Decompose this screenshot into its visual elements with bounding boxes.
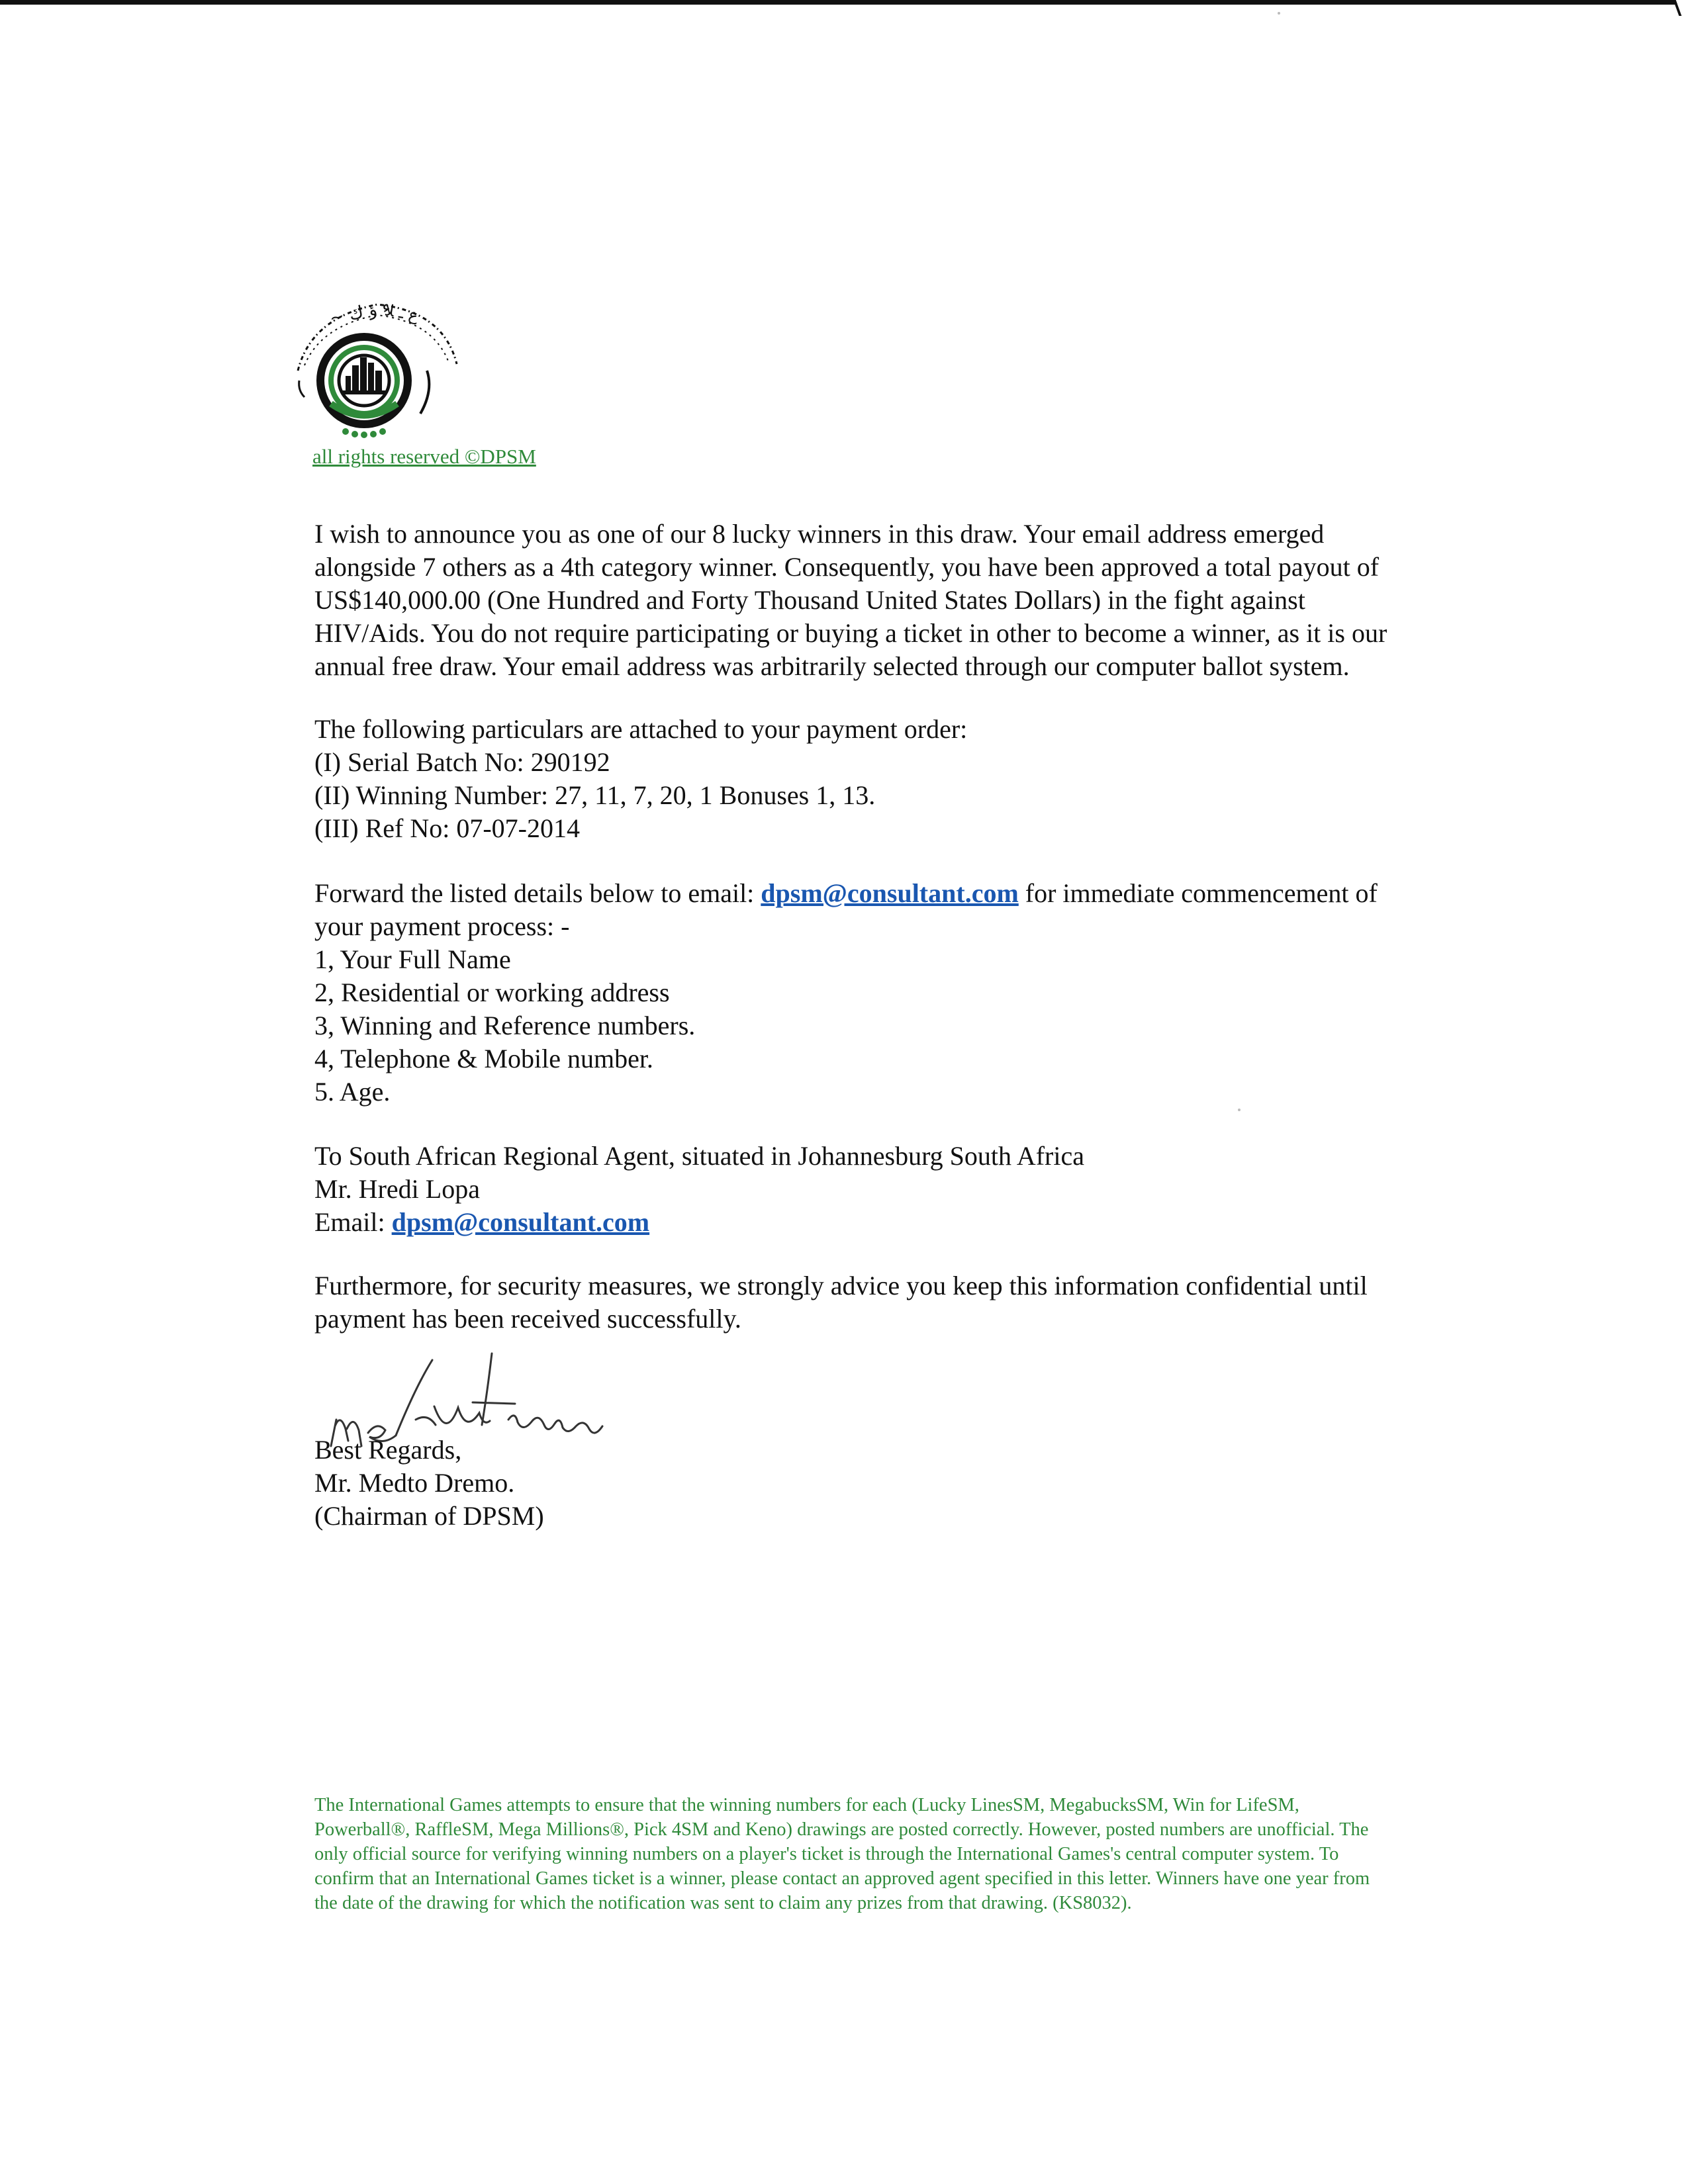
email-link[interactable]: dpsm@consultant.com <box>761 878 1019 908</box>
text-line: HIV/Aids. You do not require participating or buying a ticket in other to become a winner, as it is our <box>314 618 1387 648</box>
winning-number: (II) Winning Number: 27, 11, 7, 20, 1 Bonuses 1, 13. <box>314 780 876 810</box>
agent-email-link[interactable]: dpsm@consultant.com <box>391 1207 650 1237</box>
best-regards: Best Regards, <box>314 1435 462 1465</box>
list-item: 2, Residential or working address <box>314 978 670 1007</box>
forward-line-2: your payment process: - <box>314 911 570 941</box>
text-line: I wish to announce you as one of our 8 lucky winners in this draw. Your email address emerged <box>314 519 1325 549</box>
agent-email-label: Email: <box>314 1207 392 1237</box>
signer-title: (Chairman of DPSM) <box>314 1501 544 1531</box>
text-line: annual free draw. Your email address was arbitrarily selected through our computer ballot system. <box>314 651 1350 681</box>
dpsm-logo <box>285 291 470 443</box>
text-line: US$140,000.00 (One Hundred and Forty Thousand United States Dollars) in the fight against <box>314 585 1305 615</box>
copyright-notice: all rights reserved ©DPSM <box>312 445 536 468</box>
list-item: 3, Winning and Reference numbers. <box>314 1011 696 1040</box>
disclaimer-line: confirm that an International Games ticket is a winner, please contact an approved agent specified in this letter. Winners have one year from <box>314 1868 1370 1889</box>
security-paragraph <box>314 1269 1493 1336</box>
ref-number: (III) Ref No: 07-07-2014 <box>314 813 580 843</box>
scan-speck <box>1278 12 1280 15</box>
forward-section <box>314 877 1493 1109</box>
particulars-section <box>314 713 1493 845</box>
list-item: 5. Age. <box>314 1077 391 1107</box>
svg-text:ع ـ ﻼ: ع ـ ﻼ <box>383 300 420 325</box>
svg-text:~ ء ؤ ك: ~ ء ؤ ك <box>328 296 393 329</box>
serial-batch: (I) Serial Batch No: 290192 <box>314 747 610 777</box>
forward-line <box>314 877 1493 910</box>
list-item: 4, Telephone & Mobile number. <box>314 1044 653 1073</box>
particulars-heading: The following particulars are attached to your payment order: <box>314 714 968 744</box>
forward-text-after: for immediate commencement of <box>1018 878 1378 908</box>
agent-name: Mr. Hredi Lopa <box>314 1174 480 1204</box>
text-line: Furthermore, for security measures, we strongly advice you keep this information confidential until <box>314 1271 1368 1300</box>
intro-paragraph <box>314 518 1493 683</box>
disclaimer-line: The International Games attempts to ensure that the winning numbers for each (Lucky LinesSM, MegabucksSM, Win for LifeSM, <box>314 1795 1299 1815</box>
disclaimer-line: only official source for verifying winning numbers on a player's ticket is through the International Games's central computer system. To <box>314 1844 1339 1864</box>
list-item: 1, Your Full Name <box>314 944 511 974</box>
agent-line: To South African Regional Agent, situated in Johannesburg South Africa <box>314 1141 1084 1171</box>
signer-name: Mr. Medto Dremo. <box>314 1468 515 1498</box>
forward-text-before: Forward the listed details below to email: <box>314 878 761 908</box>
text-line: payment has been received successfully. <box>314 1304 741 1334</box>
agent-email-line <box>314 1206 1493 1239</box>
scan-top-edge <box>0 0 1675 5</box>
scan-speck <box>1238 1109 1241 1111</box>
disclaimer-line: the date of the drawing for which the notification was sent to claim any prizes from that drawing. (KS8032). <box>314 1893 1132 1913</box>
text-line: alongside 7 others as a 4th category winner. Consequently, you have been approved a total payout of <box>314 552 1380 582</box>
agent-section <box>314 1140 1493 1239</box>
disclaimer <box>314 1793 1499 1915</box>
disclaimer-line: Powerball®, RaffleSM, Mega Millions®, Pick 4SM and Keno) drawings are posted correctly. However, posted numbers are unofficial. The <box>314 1819 1369 1840</box>
scan-corner-mark <box>1656 0 1682 16</box>
closing-section <box>314 1433 1493 1533</box>
